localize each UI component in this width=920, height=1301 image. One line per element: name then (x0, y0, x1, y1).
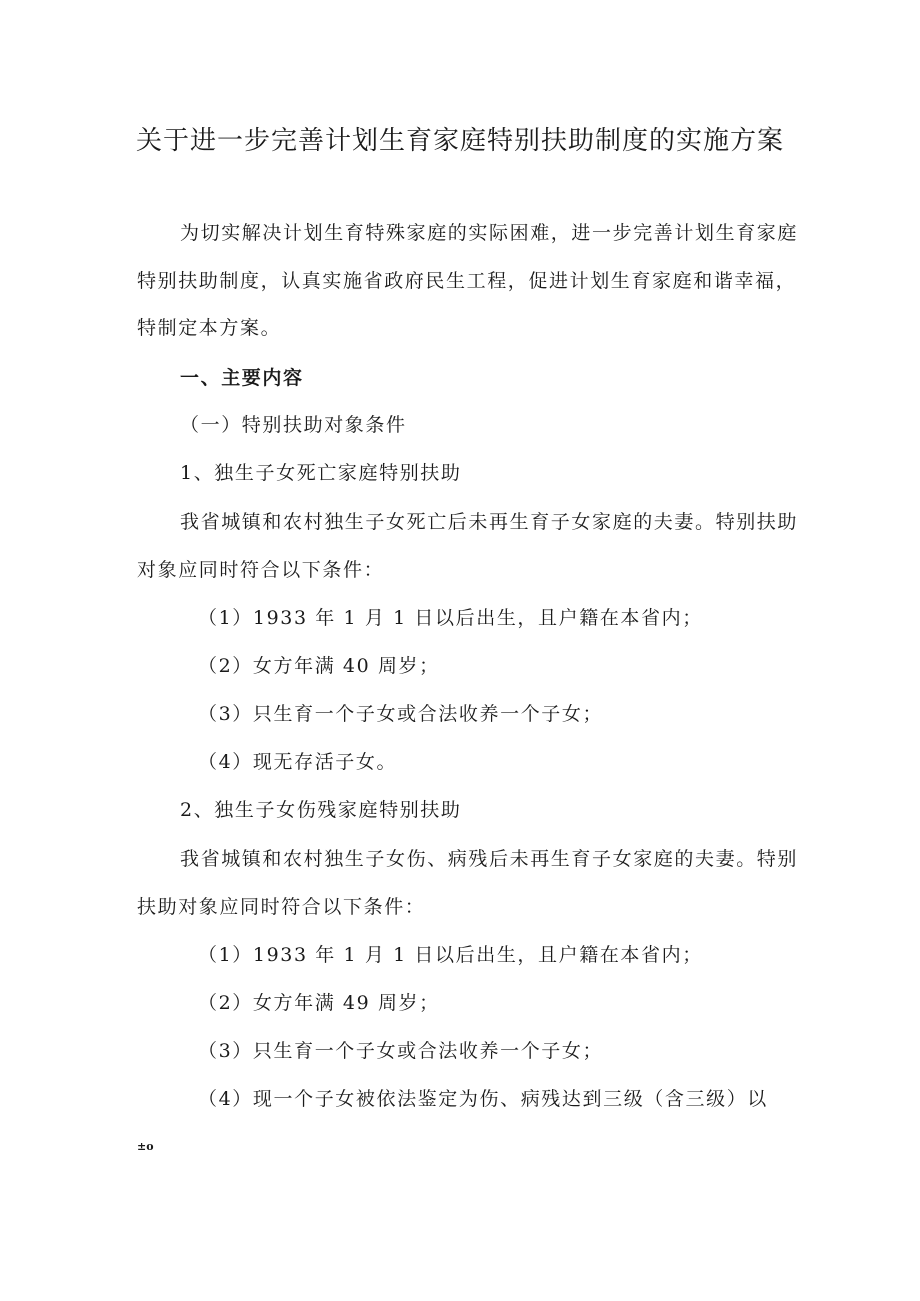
intro-line-3: 特制定本方案。 (137, 317, 282, 339)
item1-condition-1: （1）1933 年 1 月 1 日以后出生，且户籍在本省内； (198, 607, 703, 629)
item1-desc-line-1: 我省城镇和农村独生子女死亡后未再生育子女家庭的夫妻。特别扶助 (180, 511, 799, 533)
item2-condition-3: （3）只生育一个子女或合法收养一个子女； (198, 1040, 604, 1062)
item2-desc-line-1: 我省城镇和农村独生子女伤、病残后未再生育子女家庭的夫妻。特别 (180, 848, 799, 870)
item1-desc-line-2: 对象应同时符合以下条件： (137, 559, 385, 581)
item1-condition-2: （2）女方年满 40 周岁； (198, 655, 440, 677)
item2-heading: 2、独生子女伤残家庭特别扶助 (180, 799, 462, 821)
item2-condition-2: （2）女方年满 49 周岁； (198, 992, 440, 1014)
item1-condition-4: （4）现无存活子女。 (198, 751, 398, 773)
document-title: 关于进一步完善计划生育家庭特别扶助制度的实施方案 (135, 126, 784, 156)
item2-condition-4: （4）现一个子女被依法鉴定为伤、病残达到三级（含三级）以 (198, 1088, 768, 1110)
intro-line-1: 为切实解决计划生育特殊家庭的实际困难，进一步完善计划生育家庭 (180, 222, 799, 244)
intro-line-2: 特别扶助制度，认真实施省政府民生工程，促进计划生育家庭和谐幸福， (137, 270, 797, 292)
item2-condition-1: （1）1933 年 1 月 1 日以后出生，且户籍在本省内； (198, 944, 703, 966)
section-heading-main-content: 一、主要内容 (180, 367, 304, 389)
footer-mark: ±o (137, 1140, 154, 1153)
item1-heading: 1、独生子女死亡家庭特别扶助 (180, 462, 462, 484)
subsection-heading-eligibility: （一）特别扶助对象条件 (180, 414, 407, 436)
item1-condition-3: （3）只生育一个子女或合法收养一个子女； (198, 703, 604, 725)
item2-desc-line-2: 扶助对象应同时符合以下条件： (137, 896, 426, 918)
